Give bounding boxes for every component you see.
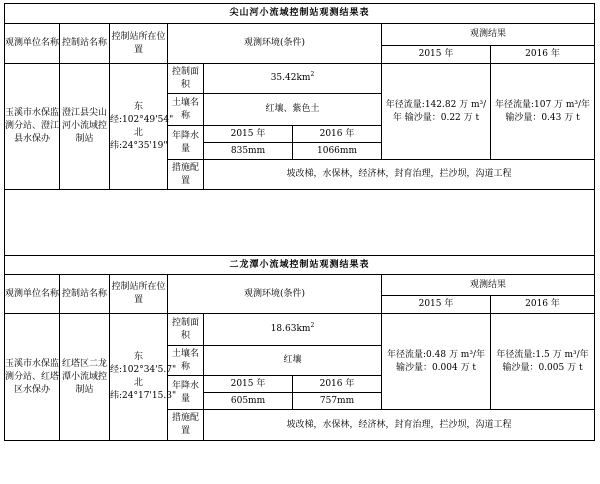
- table2-rain-label: 年降水量: [168, 376, 204, 410]
- table1-rain-v2: 1066mm: [293, 143, 382, 160]
- table1-rain-y1: 2015 年: [204, 126, 293, 143]
- table1-area-value: 35.42km: [270, 73, 311, 83]
- table2-north: 北纬:24°17'15.3": [110, 378, 177, 401]
- table1-area-sup: 2: [310, 71, 315, 78]
- table2-result-2016: 年径流量:1.5 万 m³/年 输沙量：0.005 万 t: [491, 314, 595, 410]
- table2-area-value: 18.63km: [270, 324, 311, 334]
- table1-year-2016: 2016 年: [491, 46, 595, 64]
- table1-col-result: 观测结果: [382, 24, 595, 46]
- table2-unit: 玉溪市水保监测分站、红塔区水保办: [5, 314, 60, 441]
- table2-rain-v2: 757mm: [293, 393, 382, 410]
- blank-gap: [5, 190, 595, 256]
- table1-soil-label: 土壤名称: [168, 94, 204, 126]
- table1-col-station: 控制站名称: [60, 24, 110, 64]
- table2-col-result: 观测结果: [382, 275, 595, 296]
- table1-area-label: 控制面积: [168, 64, 204, 94]
- table1-title: 尖山河小流域控制站观测结果表: [5, 4, 595, 24]
- table2-year-2015: 2015 年: [382, 296, 491, 314]
- table2-col-env: 观测环境(条件): [168, 275, 382, 314]
- table2-col-unit: 观测单位名称: [5, 275, 60, 314]
- table1-year-2015: 2015 年: [382, 46, 491, 64]
- table2-area-cell: [204, 314, 382, 346]
- results-table: [4, 3, 595, 441]
- table2-rain-y2: 2016 年: [293, 376, 382, 393]
- table2-measure-value: 坡改梯，水保林，经济林，封育治理，拦沙坝，沟道工程: [204, 410, 595, 441]
- table2-station: 红塔区二龙潭小流域控制站: [60, 314, 110, 441]
- table1-area-cell: [204, 64, 382, 94]
- table1-measure-label: 措施配置: [168, 160, 204, 190]
- table2-area-label: 控制面积: [168, 314, 204, 346]
- table1-unit: 玉溪市水保监测分站、澄江县水保办: [5, 64, 60, 190]
- table1-rain-v1: 835mm: [204, 143, 293, 160]
- table1-soil-value: 红壤、紫色土: [204, 94, 382, 126]
- table2-col-station: 控制站名称: [60, 275, 110, 314]
- table1-east: 东经:102°49'54": [110, 101, 174, 125]
- table2-title: 二龙潭小流域控制站观测结果表: [5, 256, 595, 275]
- table1-rain-label: 年降水量: [168, 126, 204, 160]
- table2-location: [110, 314, 177, 441]
- table2-measure-label: 措施配置: [168, 410, 204, 441]
- table1-col-location: 控制站所在位置: [110, 24, 168, 64]
- table2-rain-v1: 605mm: [204, 393, 293, 410]
- table2-col-location: 控制站所在位置: [110, 275, 168, 314]
- table1-north: 北纬:24°35'19": [110, 127, 168, 151]
- table1-col-unit: 观测单位名称: [5, 24, 60, 64]
- table1-location: [110, 64, 174, 190]
- table2-soil-value: 红壤: [204, 346, 382, 376]
- table2-result-2015: 年径流量:0.48 万 m³/年 输沙量：0.004 万 t: [382, 314, 491, 410]
- table1-rain-y2: 2016 年: [293, 126, 382, 143]
- table1-result-2016: 年径流量:107 万 m³/年 输沙量：0.43 万 t: [491, 64, 595, 160]
- document-frame: [4, 3, 594, 480]
- table2-rain-y1: 2015 年: [204, 376, 293, 393]
- table1-col-env: 观测环境(条件): [168, 24, 382, 64]
- table2-east: 东经:102°34'5.7": [110, 352, 177, 375]
- table1-title-row: [5, 4, 595, 24]
- table1-measure-value: 坡改梯，水保林，经济林，封育治理，拦沙坝，沟道工程: [204, 160, 595, 190]
- table1-result-2015: 年径流量:142.82 万 m³/年 输沙量：0.22 万 t: [382, 64, 491, 160]
- table2-soil-label: 土壤名称: [168, 346, 204, 376]
- table2-year-2016: 2016 年: [491, 296, 595, 314]
- table2-area-sup: 2: [310, 322, 315, 329]
- table1-station: 澄江县尖山河小流域控制站: [60, 64, 110, 190]
